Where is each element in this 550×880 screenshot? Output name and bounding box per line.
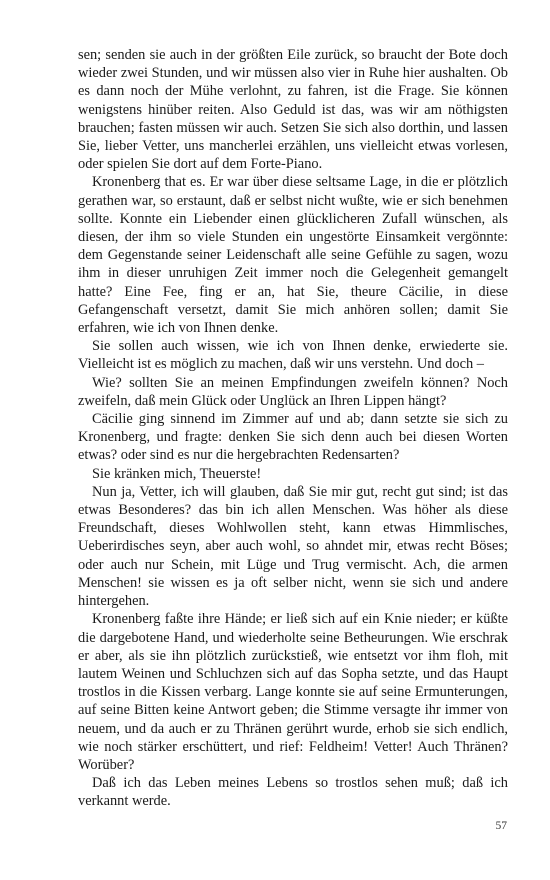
paragraph: Kronenberg faßte ihre Hände; er ließ sich auf ein Knie nieder; er küßte die dargebotene Hand, und wiederholte seine Betheurungen. Wie erschrak er aber, als sie ihn plötzlich zurückstieß, wie entsetzt vor ihm floh, mit lautem Weinen und Schluchzen sich auf das Sopha setzte, und das Haupt trostlos in die Kissen verbarg. Lange konnte sie auf seine Ermunterungen, auf seine Bitten keine Antwort geben; die Stimme versagte ihr immer von neuem, und da auch er zu Thränen gerührt wurde, erhob sie sich endlich, wie noch stärker erschüttert, und rief: Feldheim! Vetter! Auch Thränen? Worüber?: [78, 611, 508, 773]
page-number: 57: [495, 820, 507, 832]
paragraph: Sie sollen auch wissen, wie ich von Ihnen denke, erwiederte sie. Vielleicht ist es möglich zu machen, daß wir uns verstehn. Und doch –: [78, 338, 508, 373]
paragraph: sen; senden sie auch in der größten Eile zurück, so braucht der Bote doch wieder zwei Stunden, und wir müssen also vier in Ruhe hier aushalten. Ob es dann noch der Mühe verlohnt, zu fahren, ist die Frage. Sie können wenigstens hinüber reiten. Also Geduld ist das, was wir am nöthigsten brauchen; fasten müssen wir auch. Setzen Sie sich also dorthin, und lassen Sie, lieber Vetter, uns mancherlei erzählen, uns vielleicht etwas vorlesen, oder spielen Sie dort auf dem Forte-Piano.: [78, 47, 508, 173]
paragraph: Daß ich das Leben meines Lebens so trostlos sehen muß; daß ich verkannt werde.: [78, 775, 508, 810]
paragraph: Wie? sollten Sie an meinen Empfindungen zweifeln können? Noch zweifeln, daß mein Glück oder Unglück an Ihren Lippen hängt?: [78, 374, 508, 409]
paragraph: Kronenberg that es. Er war über diese seltsame Lage, in die er plötzlich gerathen war, so erstaunt, daß er selbst nicht wußte, wie er sich benehmen sollte. Konnte ein Liebender einen glücklicheren Zufall wünschen, als diesen, der ihm so viele Stunden ein ungestörte Einsamkeit vergönnte: dem Gegenstande seiner Leidenschaft alle seine Gefühle zu sagen, wozu ihm in dieser unruhigen Zeit immer noch die Gelegenheit gemangelt hatte? Eine Fee, fing er an, hat Sie, theure Cäcilie, in diese Gefangenschaft versetzt, damit Sie mich anhören sollen; damit Sie erfahren, wie ich von Ihnen denke.: [78, 174, 508, 337]
paragraph: Nun ja, Vetter, ich will glauben, daß Sie mir gut, recht gut sind; ist das etwas Besonderes? das bin ich allen Menschen. Was höher als diese Freundschaft, dieses Wohlwollen steht, kann etwas Himmlisches, Ueberirdisches seyn, aber auch wohl, so ahndet mir, etwas recht Böses; oder auch nur Schein, mit Lüge und Trug vermischt. Ach, die armen Menschen! sie wissen es ja oft selber nicht, wenn sie sich und andere hintergehen.: [78, 483, 508, 610]
paragraph: Sie kränken mich, Theuerste!: [92, 465, 262, 482]
body-text: [78, 46, 508, 811]
paragraph: Cäcilie ging sinnend im Zimmer auf und ab; dann setzte sie sich zu Kronenberg, und fragte: denken Sie sich denn auch bei diesen Worten etwas? oder sind es nur die hergebrachten Redensarten?: [78, 411, 508, 464]
